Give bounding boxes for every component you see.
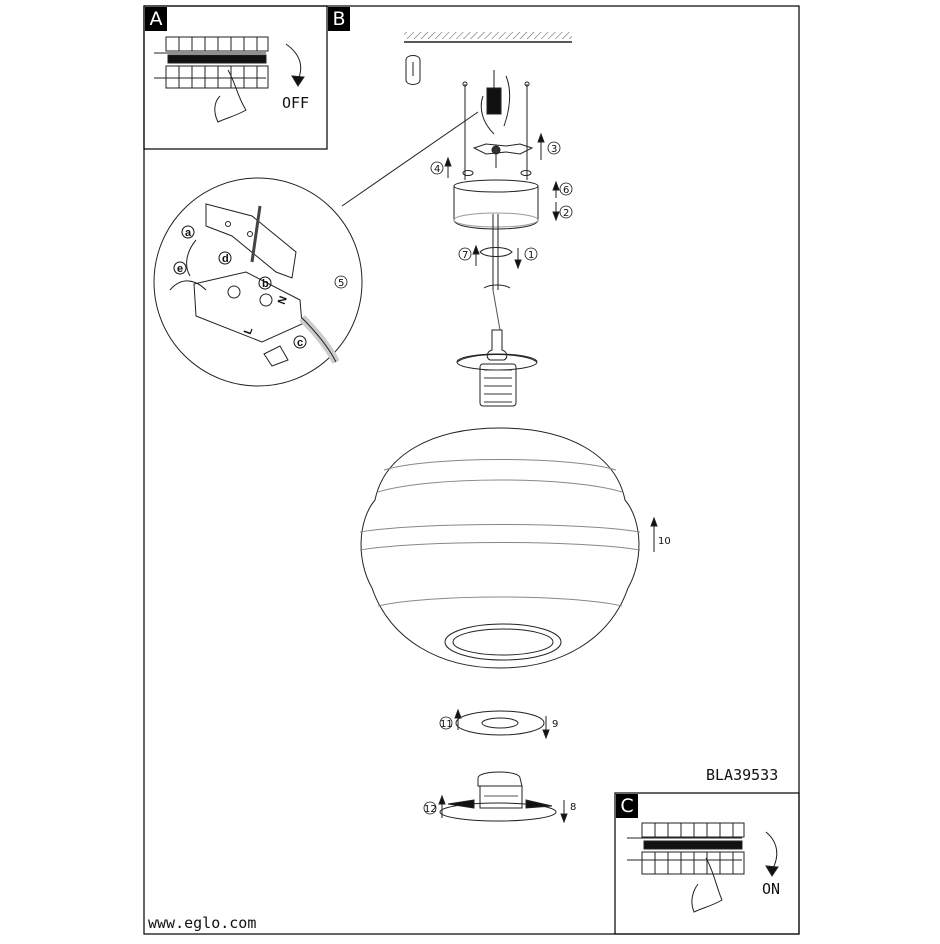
step-4: 4 (434, 164, 441, 175)
callout-a: a (185, 227, 192, 239)
terminal-label-n: N (275, 294, 290, 307)
step-2: 2 (563, 208, 570, 219)
panel-tag-b: B (328, 7, 350, 31)
website-url: www.eglo.com (148, 914, 257, 932)
panel-tag-a: A (145, 7, 167, 31)
step-11: 11 (440, 719, 453, 730)
step-8: 8 (570, 802, 577, 813)
callout-e: e (177, 263, 184, 275)
step-1: 1 (528, 250, 535, 261)
step-6: 6 (563, 185, 570, 196)
step-7: 7 (462, 250, 469, 261)
model-number: BLA39533 (706, 766, 779, 784)
step-3: 3 (551, 144, 558, 155)
off-label: OFF (282, 94, 310, 112)
step-10: 10 (658, 536, 671, 547)
step-9: 9 (552, 719, 559, 730)
step-5: 5 (338, 278, 345, 289)
on-label: ON (762, 880, 781, 898)
step-12: 12 (424, 804, 437, 815)
callout-d: d (222, 253, 229, 265)
terminal-label-l: L (241, 325, 256, 337)
panel-tag-c: C (616, 794, 638, 818)
callout-c: c (297, 337, 304, 349)
callout-b: b (262, 278, 269, 290)
